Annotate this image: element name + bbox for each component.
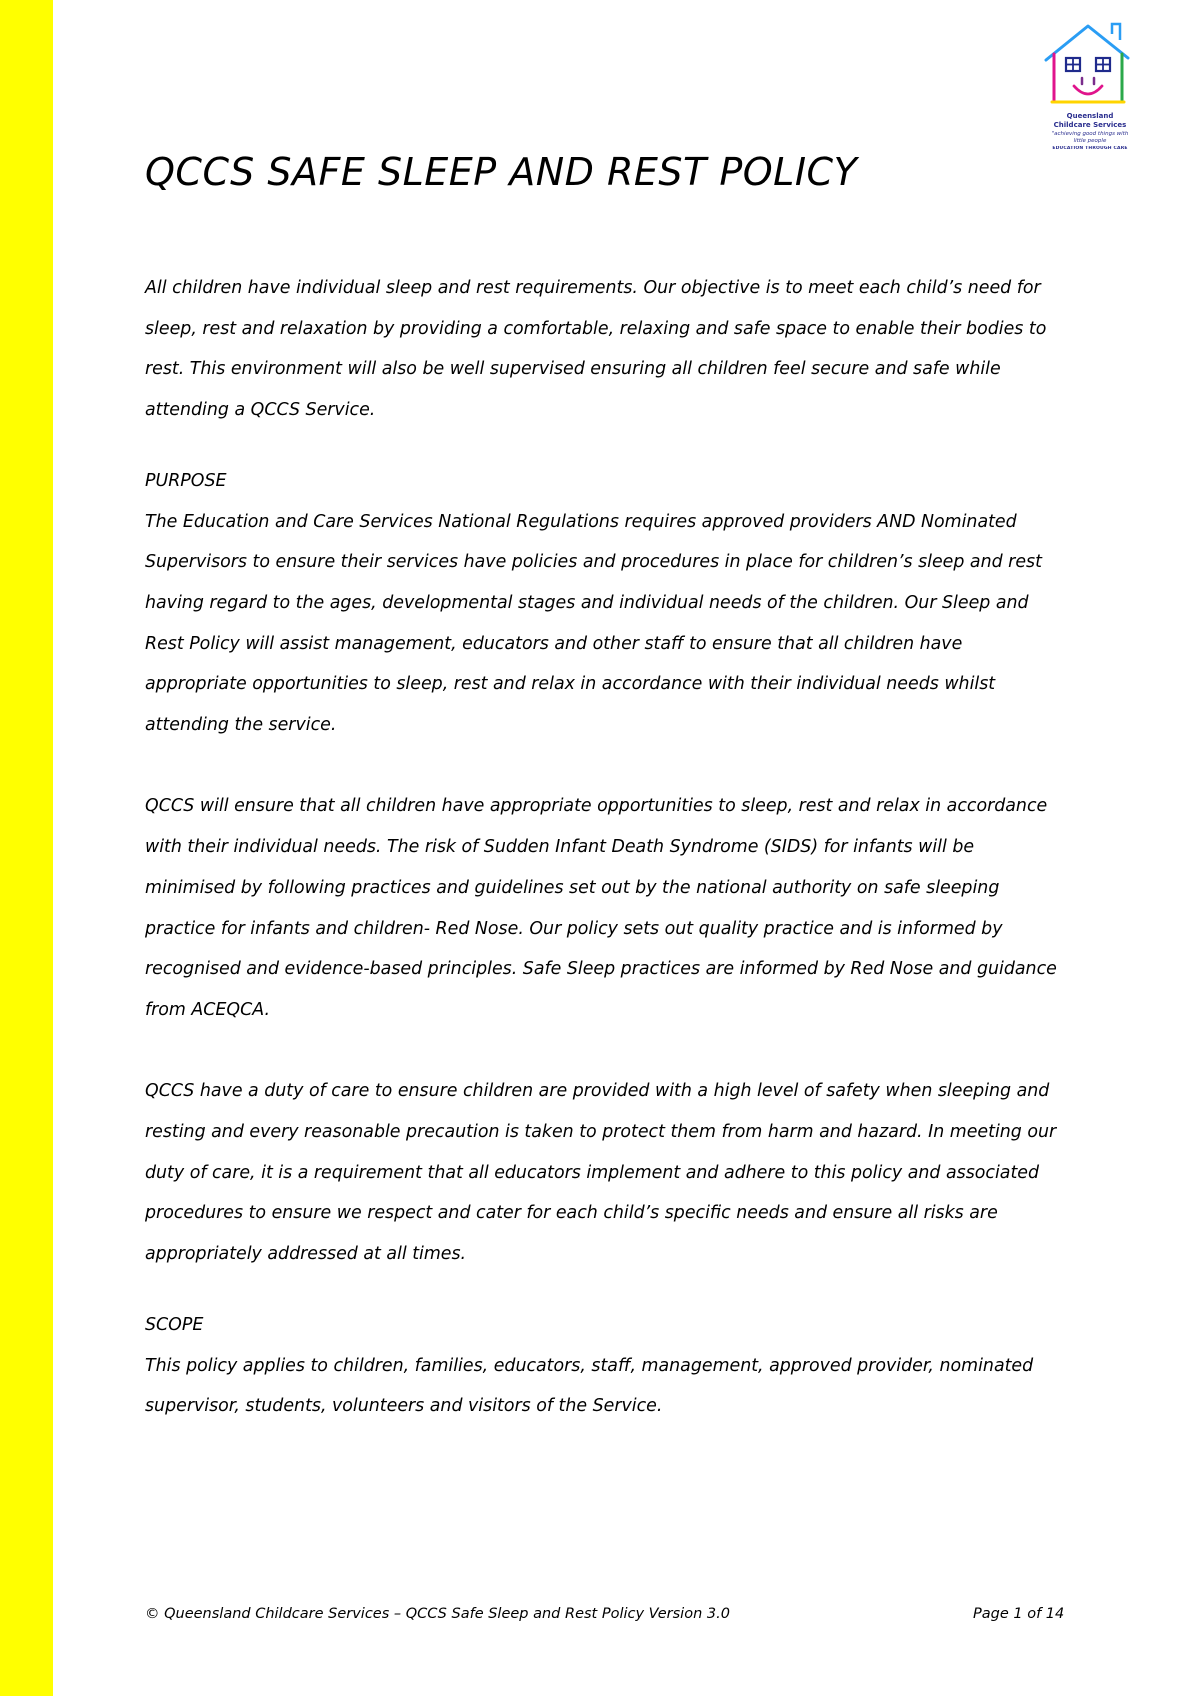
spacer [145,1275,1065,1305]
document-body [145,268,1065,1427]
logo-tagline-line1: "achieving good things with [1051,131,1129,137]
spacer [145,746,1065,787]
spacer [145,1031,1065,1072]
house-logo-icon [1030,20,1150,112]
logo-tagline-line3: EDUCATION THROUGH CARE [1052,146,1128,151]
qccs-logo [1030,20,1150,154]
footer-copyright: © Queensland Childcare Services – QCCS Safe Sleep and Rest Policy Version 3.0 [145,1606,730,1622]
logo-tagline-line2: little people [1073,138,1107,144]
purpose-paragraph-2: QCCS will ensure that all children have appropriate opportunities to sleep, rest and relax in accordance with their individual needs. The risk of Sudden Infant Death Syndrome (SIDS) for infants will be minimised by following practices and guidelines set out by the national authority on safe sleeping practice for infants and children- Red Nose. Our policy sets out quality practice and is informed by recognised and evidence-based principles. Safe Sleep practices are informed by Red Nose and guidance from ACEQCA. [145,796,1057,1020]
document-title: QCCS SAFE SLEEP AND REST POLICY [145,150,858,194]
footer-page-number: Page 1 of 14 [973,1606,1065,1622]
spacer [145,431,1065,461]
logo-name-line2: Childcare Services [1053,121,1127,129]
scope-heading: SCOPE [145,1314,204,1335]
purpose-paragraph-3: QCCS have a duty of care to ensure children are provided with a high level of safety when sleeping and resting and every reasonable precaution is taken to protect them from harm and hazard. In meeting our duty of care, it is a requirement that all educators implement and adhere to this policy and associated procedures to ensure we respect and cater for each child’s specific needs and ensure all risks are appropriately addressed at all times. [145,1081,1057,1265]
purpose-paragraph-1: The Education and Care Services National Regulations requires approved providers AND Nominated Supervisors to ensure their services have policies and procedures in place for children’s sleep and rest having regard to the ages, developmental stages and individual needs of the children. Our Sleep and Rest Policy will assist management, educators and other staff to ensure that all children have appropriate opportunities to sleep, rest and relax in accordance with their individual needs whilst attending the service. [145,511,1042,736]
yellow-sidebar-bar [0,0,53,1696]
logo-name-line1: Queensland [1066,112,1114,120]
intro-paragraph: All children have individual sleep and rest requirements. Our objective is to meet each child’s need for sleep, rest and relaxation by providing a comfortable, relaxing and safe space to enable their bodies to rest. This environment will also be well supervised ensuring all children feel secure and safe while attending a QCCS Service. [145,278,1047,421]
scope-paragraph: This policy applies to children, families, educators, staff, management, approved provider, nominated supervisor, students, volunteers and visitors of the Service. [145,1355,1034,1417]
purpose-heading: PURPOSE [145,470,227,491]
